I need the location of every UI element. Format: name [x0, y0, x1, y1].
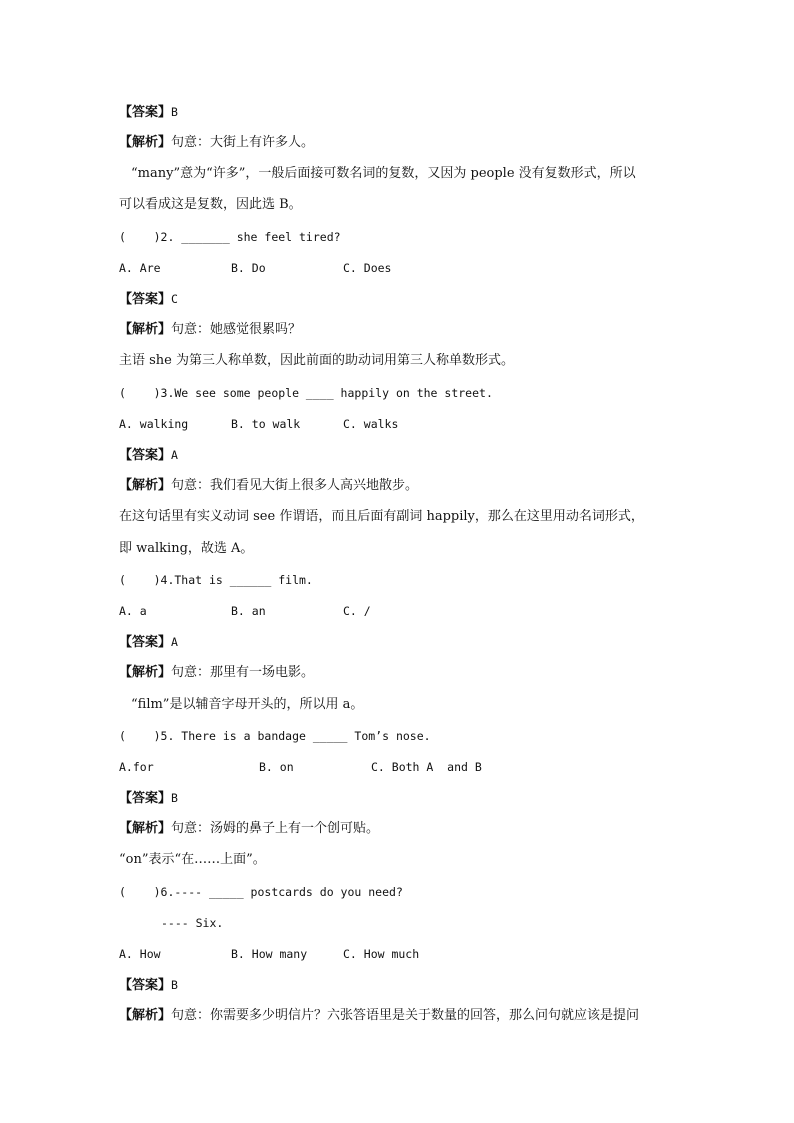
q3-stem: ( )3.We see some people ____ happily on the street. [119, 386, 493, 400]
q4-option-a: A. a [119, 604, 147, 618]
analysis-text: 句意：我们看见大街上很多人高兴地散步。 [171, 478, 419, 493]
q6-analysis [119, 1008, 639, 1024]
q1-analysis-line-2: “many”意为“许多”，一般后面接可数名词的复数，又因为 people 没有复数形式，所以 [131, 166, 636, 181]
analysis-label: 【解析】 [119, 322, 172, 337]
answer-value: A [171, 635, 178, 649]
q5-analysis [119, 821, 379, 837]
answer-value: B [171, 978, 178, 992]
q6-option-a: A. How [119, 947, 161, 961]
q3-option-a: A. walking [119, 417, 189, 431]
q6-reply: ---- Six. [161, 916, 224, 930]
q5-stem: ( )5. There is a bandage _____ Tom’s nose. [119, 729, 431, 743]
q2-answer [119, 291, 178, 308]
q3-analysis-line-2: 在这句话里有实义动词 see 作谓语，而且后面有副词 happily，那么在这里用动名词形式， [119, 509, 644, 524]
q5-option-b: B. on [259, 760, 294, 774]
q4-analysis-line-2: “film”是以辅音字母开头的，所以用 a。 [131, 697, 364, 712]
q3-analysis [119, 478, 418, 494]
q5-option-c: C. Both A and B [371, 760, 482, 774]
q1-analysis [119, 135, 314, 151]
answer-value: C [171, 292, 178, 306]
q2-analysis-line-2: 主语 she 为第三人称单数，因此前面的助动词用第三人称单数形式。 [119, 353, 515, 368]
q3-option-c: C. walks [343, 417, 399, 431]
q6-option-c: C. How much [343, 947, 420, 961]
answer-value: A [171, 448, 178, 462]
analysis-label: 【解析】 [119, 665, 172, 680]
answer-label: 【答案】 [119, 791, 172, 806]
q4-option-c: C. / [343, 604, 371, 618]
analysis-label: 【解析】 [119, 821, 172, 836]
q2-analysis [119, 322, 301, 338]
answer-label: 【答案】 [119, 105, 172, 120]
answer-label: 【答案】 [119, 448, 172, 463]
q2-option-c: C. Does [343, 261, 392, 275]
q2-option-b: B. Do [231, 261, 266, 275]
analysis-label: 【解析】 [119, 135, 172, 150]
analysis-text: 句意：你需要多少明信片？六张答语里是关于数量的回答，那么问句就应该是提问 [171, 1008, 640, 1023]
answer-value: B [171, 791, 178, 805]
analysis-label: 【解析】 [119, 1008, 172, 1023]
q4-stem: ( )4.That is ______ film. [119, 573, 313, 587]
q2-stem: ( )2. _______ she feel tired? [119, 230, 341, 244]
answer-label: 【答案】 [119, 292, 172, 307]
q5-option-a: A.for [119, 760, 154, 774]
analysis-text: 句意：她感觉很累吗？ [171, 322, 302, 337]
q4-option-b: B. an [231, 604, 266, 618]
q3-analysis-line-3: 即 walking，故选 A。 [119, 541, 254, 556]
q5-answer [119, 790, 178, 807]
q6-stem: ( )6.---- _____ postcards do you need? [119, 885, 403, 899]
q5-analysis-line-2: “on”表示“在……上面”。 [119, 852, 266, 867]
q2-option-a: A. Are [119, 261, 161, 275]
analysis-text: 句意：大街上有许多人。 [171, 135, 315, 150]
q4-analysis [119, 665, 314, 681]
analysis-text: 句意：那里有一场电影。 [171, 665, 315, 680]
answer-value: B [171, 105, 178, 119]
analysis-label: 【解析】 [119, 478, 172, 493]
q1-analysis-line-3: 可以看成这是复数，因此选 B。 [119, 197, 302, 212]
q1-answer [119, 104, 178, 121]
analysis-text: 句意：汤姆的鼻子上有一个创可贴。 [171, 821, 380, 836]
answer-label: 【答案】 [119, 978, 172, 993]
q6-option-b: B. How many [231, 947, 308, 961]
q6-answer [119, 977, 178, 994]
q3-answer [119, 447, 178, 464]
q3-option-b: B. to walk [231, 417, 301, 431]
q4-answer [119, 634, 178, 651]
answer-label: 【答案】 [119, 635, 172, 650]
